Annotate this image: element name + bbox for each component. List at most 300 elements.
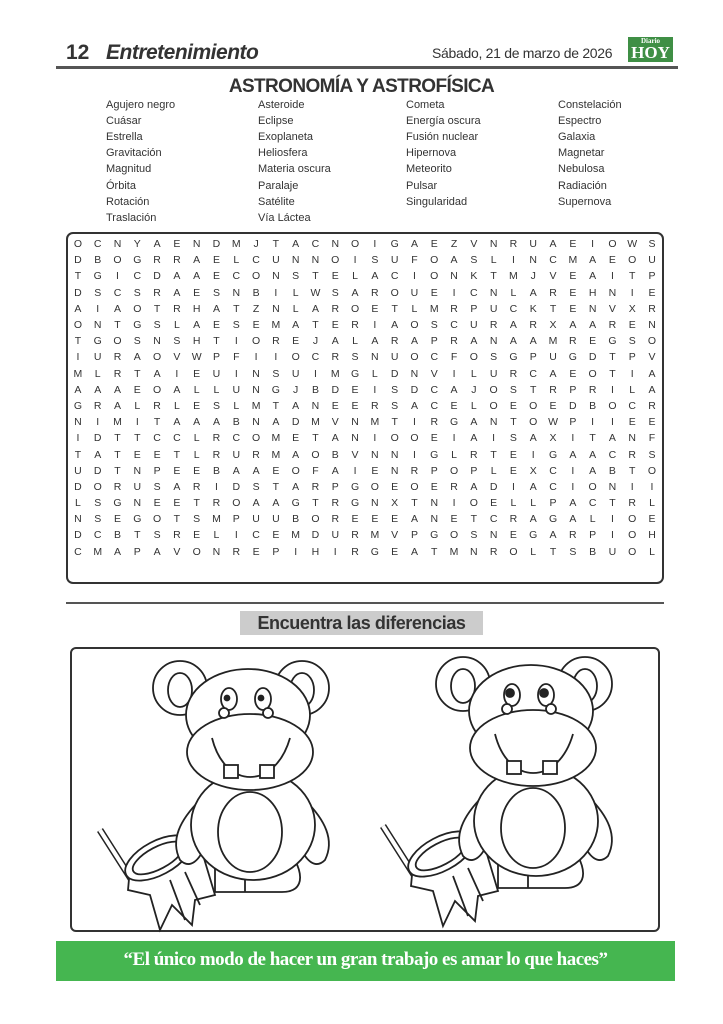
grid-letter[interactable]: D [311, 529, 320, 542]
grid-letter[interactable]: R [489, 319, 498, 332]
grid-letter[interactable]: A [648, 383, 656, 396]
grid-letter[interactable]: A [94, 383, 102, 396]
grid-letter[interactable]: U [390, 351, 399, 364]
grid-letter[interactable]: S [470, 254, 478, 267]
grid-letter[interactable]: I [531, 448, 535, 461]
grid-letter[interactable]: C [430, 399, 439, 412]
grid-letter[interactable]: A [371, 335, 379, 348]
grid-letter[interactable]: A [212, 302, 220, 315]
grid-letter[interactable]: S [272, 367, 280, 380]
grid-letter[interactable]: N [371, 351, 379, 364]
grid-letter[interactable]: I [314, 367, 317, 380]
grid-letter[interactable]: E [212, 270, 220, 283]
grid-letter[interactable]: P [648, 270, 656, 283]
grid-letter[interactable]: A [450, 383, 458, 396]
grid-letter[interactable]: L [193, 448, 200, 461]
grid-letter[interactable]: R [351, 545, 359, 558]
grid-letter[interactable]: O [232, 497, 241, 510]
grid-letter[interactable]: N [272, 302, 280, 315]
grid-letter[interactable]: O [647, 335, 657, 348]
grid-letter[interactable]: G [291, 497, 300, 510]
grid-letter[interactable]: N [430, 513, 439, 526]
grid-letter[interactable]: R [212, 448, 221, 461]
grid-letter[interactable]: O [608, 238, 617, 251]
grid-letter[interactable]: B [292, 513, 300, 526]
grid-letter[interactable]: R [351, 319, 359, 332]
grid-letter[interactable]: N [608, 286, 617, 299]
grid-letter[interactable]: A [272, 416, 280, 429]
grid-letter[interactable]: A [549, 367, 557, 380]
grid-letter[interactable]: A [331, 335, 339, 348]
grid-letter[interactable]: B [232, 416, 240, 429]
grid-letter[interactable]: L [490, 254, 497, 267]
grid-letter[interactable]: O [529, 416, 538, 429]
grid-letter[interactable]: P [331, 480, 339, 493]
grid-letter[interactable]: R [212, 497, 221, 510]
grid-letter[interactable]: T [470, 513, 478, 526]
grid-letter[interactable]: R [470, 448, 478, 461]
grid-letter[interactable]: O [529, 399, 538, 412]
grid-letter[interactable]: V [173, 351, 181, 364]
grid-letter[interactable]: O [153, 383, 162, 396]
grid-letter[interactable]: R [311, 480, 320, 493]
grid-letter[interactable]: T [173, 513, 181, 526]
grid-letter[interactable]: E [430, 480, 438, 493]
grid-letter[interactable]: R [450, 480, 458, 493]
grid-letter[interactable]: A [589, 254, 597, 267]
grid-letter[interactable]: R [153, 399, 161, 412]
grid-letter[interactable]: D [212, 238, 221, 251]
grid-letter[interactable]: X [529, 464, 537, 477]
grid-letter[interactable]: C [74, 545, 82, 558]
grid-letter[interactable]: A [292, 319, 300, 332]
grid-letter[interactable]: S [391, 383, 399, 396]
grid-letter[interactable]: R [529, 319, 538, 332]
grid-letter[interactable]: T [153, 416, 161, 429]
grid-letter[interactable]: R [410, 464, 419, 477]
grid-letter[interactable]: L [490, 464, 497, 477]
grid-letter[interactable]: S [648, 238, 656, 251]
grid-letter[interactable]: R [173, 529, 181, 542]
grid-letter[interactable]: N [489, 238, 498, 251]
grid-letter[interactable]: N [608, 480, 617, 493]
grid-letter[interactable]: E [193, 399, 201, 412]
grid-letter[interactable]: N [430, 497, 439, 510]
grid-letter[interactable]: A [272, 497, 280, 510]
grid-letter[interactable]: O [588, 480, 597, 493]
grid-letter[interactable]: P [529, 351, 537, 364]
grid-letter[interactable]: L [629, 383, 636, 396]
grid-letter[interactable]: U [291, 367, 300, 380]
grid-letter[interactable]: M [429, 302, 439, 315]
grid-letter[interactable]: L [193, 432, 200, 445]
grid-letter[interactable]: P [232, 513, 240, 526]
grid-letter[interactable]: R [549, 286, 557, 299]
grid-letter[interactable]: O [113, 335, 122, 348]
grid-letter[interactable]: R [331, 351, 340, 364]
grid-letter[interactable]: I [373, 319, 377, 332]
grid-letter[interactable]: A [569, 319, 577, 332]
grid-letter[interactable]: D [569, 399, 577, 412]
grid-letter[interactable]: W [548, 416, 558, 429]
grid-letter[interactable]: U [272, 513, 280, 526]
grid-letter[interactable]: E [193, 367, 201, 380]
grid-letter[interactable]: W [191, 351, 202, 364]
grid-letter[interactable]: A [470, 335, 478, 348]
grid-letter[interactable]: G [430, 448, 439, 461]
grid-letter[interactable]: S [133, 335, 141, 348]
grid-letter[interactable]: N [212, 545, 221, 558]
grid-letter[interactable]: D [93, 464, 102, 477]
grid-letter[interactable]: I [591, 238, 595, 251]
grid-letter[interactable]: A [569, 448, 577, 461]
grid-letter[interactable]: E [628, 319, 636, 332]
grid-letter[interactable]: G [113, 497, 122, 510]
grid-letter[interactable]: U [133, 480, 142, 493]
grid-letter[interactable]: I [116, 270, 119, 283]
grid-letter[interactable]: S [212, 286, 220, 299]
grid-letter[interactable]: R [212, 432, 221, 445]
grid-letter[interactable]: M [231, 238, 241, 251]
grid-letter[interactable]: E [509, 448, 517, 461]
grid-letter[interactable]: I [96, 302, 100, 315]
grid-letter[interactable]: O [410, 480, 419, 493]
grid-letter[interactable]: M [73, 367, 83, 380]
grid-letter[interactable]: L [352, 270, 358, 283]
grid-letter[interactable]: E [430, 432, 438, 445]
grid-letter[interactable]: I [452, 367, 456, 380]
grid-letter[interactable]: P [410, 529, 418, 542]
grid-letter[interactable]: A [410, 513, 418, 526]
grid-letter[interactable]: E [193, 529, 201, 542]
grid-letter[interactable]: D [153, 270, 161, 283]
grid-letter[interactable]: G [271, 383, 280, 396]
grid-letter[interactable]: V [391, 529, 399, 542]
grid-letter[interactable]: I [650, 480, 654, 493]
grid-letter[interactable]: R [272, 335, 280, 348]
grid-letter[interactable]: D [74, 480, 82, 493]
grid-letter[interactable]: O [390, 432, 399, 445]
grid-letter[interactable]: L [352, 335, 358, 348]
grid-letter[interactable]: X [628, 302, 636, 315]
grid-letter[interactable]: A [648, 367, 656, 380]
grid-letter[interactable]: S [430, 319, 438, 332]
grid-letter[interactable]: M [212, 513, 221, 526]
grid-letter[interactable]: X [549, 432, 557, 445]
grid-letter[interactable]: N [133, 497, 142, 510]
grid-letter[interactable]: T [233, 302, 240, 315]
grid-letter[interactable]: A [589, 270, 597, 283]
grid-letter[interactable]: N [93, 319, 102, 332]
grid-letter[interactable]: S [94, 286, 102, 299]
grid-letter[interactable]: L [451, 448, 457, 461]
grid-letter[interactable]: H [192, 302, 201, 315]
grid-letter[interactable]: D [489, 480, 498, 493]
grid-letter[interactable]: O [449, 529, 459, 542]
grid-letter[interactable]: S [490, 351, 498, 364]
grid-letter[interactable]: G [509, 351, 518, 364]
grid-letter[interactable]: U [93, 351, 102, 364]
grid-letter[interactable]: O [153, 351, 162, 364]
grid-letter[interactable]: C [311, 351, 320, 364]
grid-letter[interactable]: I [294, 545, 298, 558]
grid-letter[interactable]: I [610, 270, 614, 283]
grid-letter[interactable]: E [628, 416, 636, 429]
grid-letter[interactable]: H [648, 529, 656, 542]
grid-letter[interactable]: W [310, 286, 321, 299]
grid-letter[interactable]: S [292, 270, 300, 283]
grid-letter[interactable]: M [113, 416, 122, 429]
grid-letter[interactable]: A [589, 448, 597, 461]
grid-letter[interactable]: A [410, 238, 418, 251]
grid-letter[interactable]: T [134, 367, 141, 380]
grid-letter[interactable]: L [530, 545, 537, 558]
grid-letter[interactable]: O [291, 351, 300, 364]
grid-letter[interactable]: I [373, 432, 377, 445]
grid-letter[interactable]: L [213, 529, 220, 542]
grid-letter[interactable]: E [272, 529, 280, 542]
grid-letter[interactable]: O [410, 432, 419, 445]
grid-letter[interactable]: T [312, 432, 319, 445]
grid-letter[interactable]: A [529, 513, 537, 526]
grid-letter[interactable]: M [509, 270, 518, 283]
grid-letter[interactable]: A [529, 480, 537, 493]
grid-letter[interactable]: B [311, 383, 319, 396]
grid-letter[interactable]: O [628, 545, 637, 558]
grid-letter[interactable]: M [251, 399, 261, 412]
grid-letter[interactable]: C [390, 270, 399, 283]
grid-letter[interactable]: O [628, 513, 637, 526]
grid-letter[interactable]: U [470, 319, 478, 332]
grid-letter[interactable]: E [292, 432, 300, 445]
grid-letter[interactable]: J [471, 383, 477, 396]
grid-letter[interactable]: T [312, 270, 319, 283]
grid-letter[interactable]: L [233, 399, 240, 412]
grid-letter[interactable]: C [628, 399, 636, 412]
grid-letter[interactable]: B [212, 464, 220, 477]
grid-letter[interactable]: A [311, 302, 319, 315]
grid-letter[interactable]: L [233, 254, 240, 267]
grid-letter[interactable]: A [549, 238, 557, 251]
grid-letter[interactable]: L [193, 383, 200, 396]
grid-letter[interactable]: O [311, 448, 320, 461]
grid-letter[interactable]: G [350, 367, 360, 380]
grid-letter[interactable]: N [133, 464, 142, 477]
grid-letter[interactable]: E [212, 254, 220, 267]
grid-letter[interactable]: J [530, 270, 536, 283]
grid-letter[interactable]: E [648, 286, 656, 299]
grid-letter[interactable]: N [470, 545, 478, 558]
grid-letter[interactable]: A [252, 497, 260, 510]
grid-letter[interactable]: R [113, 351, 122, 364]
grid-letter[interactable]: A [74, 302, 82, 315]
grid-letter[interactable]: R [549, 383, 557, 396]
grid-letter[interactable]: U [232, 383, 241, 396]
grid-letter[interactable]: S [193, 513, 201, 526]
grid-letter[interactable]: R [509, 367, 518, 380]
grid-letter[interactable]: J [312, 335, 319, 348]
grid-letter[interactable]: E [193, 464, 201, 477]
grid-letter[interactable]: P [133, 545, 141, 558]
grid-letter[interactable]: T [391, 416, 398, 429]
grid-letter[interactable]: A [212, 416, 220, 429]
grid-letter[interactable]: E [608, 254, 616, 267]
grid-letter[interactable]: C [549, 254, 557, 267]
grid-letter[interactable]: D [93, 432, 102, 445]
grid-letter[interactable]: R [153, 254, 161, 267]
grid-letter[interactable]: E [569, 302, 577, 315]
grid-letter[interactable]: G [93, 335, 102, 348]
grid-letter[interactable]: A [173, 286, 181, 299]
grid-letter[interactable]: I [571, 432, 575, 445]
grid-letter[interactable]: L [292, 286, 299, 299]
grid-letter[interactable]: A [113, 383, 121, 396]
grid-letter[interactable]: D [74, 254, 82, 267]
grid-letter[interactable]: L [74, 497, 81, 510]
grid-letter[interactable]: S [153, 480, 161, 493]
grid-letter[interactable]: R [608, 319, 617, 332]
grid-letter[interactable]: T [272, 399, 280, 412]
grid-letter[interactable]: E [589, 335, 597, 348]
grid-letter[interactable]: A [133, 351, 141, 364]
grid-letter[interactable]: A [193, 319, 201, 332]
grid-letter[interactable]: I [452, 286, 456, 299]
grid-letter[interactable]: O [509, 545, 518, 558]
grid-letter[interactable]: R [430, 416, 439, 429]
grid-letter[interactable]: R [331, 302, 340, 315]
grid-letter[interactable]: T [74, 270, 82, 283]
grid-letter[interactable]: T [272, 238, 280, 251]
grid-letter[interactable]: A [371, 270, 379, 283]
grid-letter[interactable]: L [470, 399, 477, 412]
grid-letter[interactable]: T [74, 335, 82, 348]
grid-letter[interactable]: A [608, 432, 616, 445]
grid-letter[interactable]: E [391, 480, 399, 493]
grid-letter[interactable]: T [213, 335, 220, 348]
grid-letter[interactable]: I [373, 383, 377, 396]
grid-letter[interactable]: L [173, 319, 180, 332]
grid-letter[interactable]: S [94, 513, 102, 526]
grid-letter[interactable]: A [153, 545, 161, 558]
grid-letter[interactable]: S [252, 480, 260, 493]
grid-letter[interactable]: C [232, 270, 241, 283]
grid-letter[interactable]: X [549, 319, 557, 332]
grid-letter[interactable]: A [113, 545, 121, 558]
grid-letter[interactable]: L [530, 497, 537, 510]
grid-letter[interactable]: E [509, 464, 517, 477]
grid-letter[interactable]: R [351, 529, 359, 542]
grid-letter[interactable]: N [311, 399, 320, 412]
grid-letter[interactable]: A [470, 432, 478, 445]
grid-letter[interactable]: F [312, 464, 319, 477]
grid-letter[interactable]: O [153, 513, 162, 526]
grid-letter[interactable]: I [571, 480, 575, 493]
grid-letter[interactable]: N [489, 286, 498, 299]
grid-letter[interactable]: E [490, 497, 498, 510]
grid-letter[interactable]: A [470, 480, 478, 493]
grid-letter[interactable]: N [450, 270, 458, 283]
grid-letter[interactable]: O [73, 238, 82, 251]
grid-letter[interactable]: T [114, 464, 121, 477]
grid-letter[interactable]: T [114, 319, 121, 332]
grid-letter[interactable]: A [113, 399, 121, 412]
grid-letter[interactable]: M [271, 432, 281, 445]
grid-letter[interactable]: M [330, 367, 340, 380]
grid-letter[interactable]: T [134, 432, 141, 445]
grid-letter[interactable]: N [192, 238, 201, 251]
grid-letter[interactable]: T [193, 497, 200, 510]
grid-letter[interactable]: A [549, 529, 557, 542]
grid-letter[interactable]: R [331, 513, 340, 526]
grid-letter[interactable]: M [370, 416, 380, 429]
grid-letter[interactable]: V [608, 302, 616, 315]
grid-letter[interactable]: N [648, 319, 656, 332]
grid-letter[interactable]: T [173, 448, 181, 461]
grid-letter[interactable]: I [254, 351, 258, 364]
grid-letter[interactable]: G [93, 270, 102, 283]
grid-letter[interactable]: L [411, 302, 418, 315]
grid-letter[interactable]: I [610, 513, 614, 526]
grid-letter[interactable]: A [529, 286, 537, 299]
grid-letter[interactable]: O [430, 270, 439, 283]
grid-letter[interactable]: V [173, 545, 181, 558]
grid-letter[interactable]: Z [252, 302, 260, 315]
grid-letter[interactable]: D [410, 383, 419, 396]
grid-letter[interactable]: L [510, 497, 517, 510]
grid-letter[interactable]: E [212, 319, 220, 332]
grid-letter[interactable]: E [133, 383, 141, 396]
grid-letter[interactable]: E [351, 513, 359, 526]
grid-letter[interactable]: E [371, 513, 379, 526]
grid-letter[interactable]: P [569, 416, 577, 429]
grid-letter[interactable]: O [628, 529, 637, 542]
grid-letter[interactable]: E [173, 238, 181, 251]
grid-letter[interactable]: L [292, 302, 299, 315]
grid-letter[interactable]: U [489, 367, 498, 380]
grid-letter[interactable]: T [589, 432, 596, 445]
grid-letter[interactable]: I [175, 367, 179, 380]
grid-letter[interactable]: O [133, 302, 142, 315]
grid-letter[interactable]: M [449, 545, 459, 558]
grid-letter[interactable]: F [411, 254, 418, 267]
grid-letter[interactable]: A [173, 270, 181, 283]
grid-letter[interactable]: T [490, 270, 497, 283]
grid-letter[interactable]: U [252, 513, 260, 526]
grid-letter[interactable]: R [569, 529, 577, 542]
grid-letter[interactable]: T [411, 497, 418, 510]
grid-letter[interactable]: A [292, 448, 300, 461]
grid-letter[interactable]: E [351, 399, 359, 412]
grid-letter[interactable]: G [133, 513, 142, 526]
grid-letter[interactable]: C [608, 448, 617, 461]
grid-letter[interactable]: N [489, 416, 498, 429]
grid-letter[interactable]: O [449, 464, 459, 477]
grid-letter[interactable]: M [568, 254, 578, 267]
grid-letter[interactable]: L [371, 367, 378, 380]
grid-letter[interactable]: A [252, 464, 260, 477]
grid-letter[interactable]: E [252, 319, 260, 332]
grid-letter[interactable]: N [529, 254, 538, 267]
grid-letter[interactable]: A [569, 513, 577, 526]
grid-letter[interactable]: L [510, 286, 517, 299]
grid-letter[interactable]: A [193, 270, 201, 283]
grid-letter[interactable]: I [234, 367, 238, 380]
grid-letter[interactable]: G [608, 335, 617, 348]
grid-letter[interactable]: A [331, 432, 339, 445]
grid-letter[interactable]: R [371, 399, 379, 412]
grid-letter[interactable]: S [391, 399, 399, 412]
grid-letter[interactable]: O [251, 432, 261, 445]
